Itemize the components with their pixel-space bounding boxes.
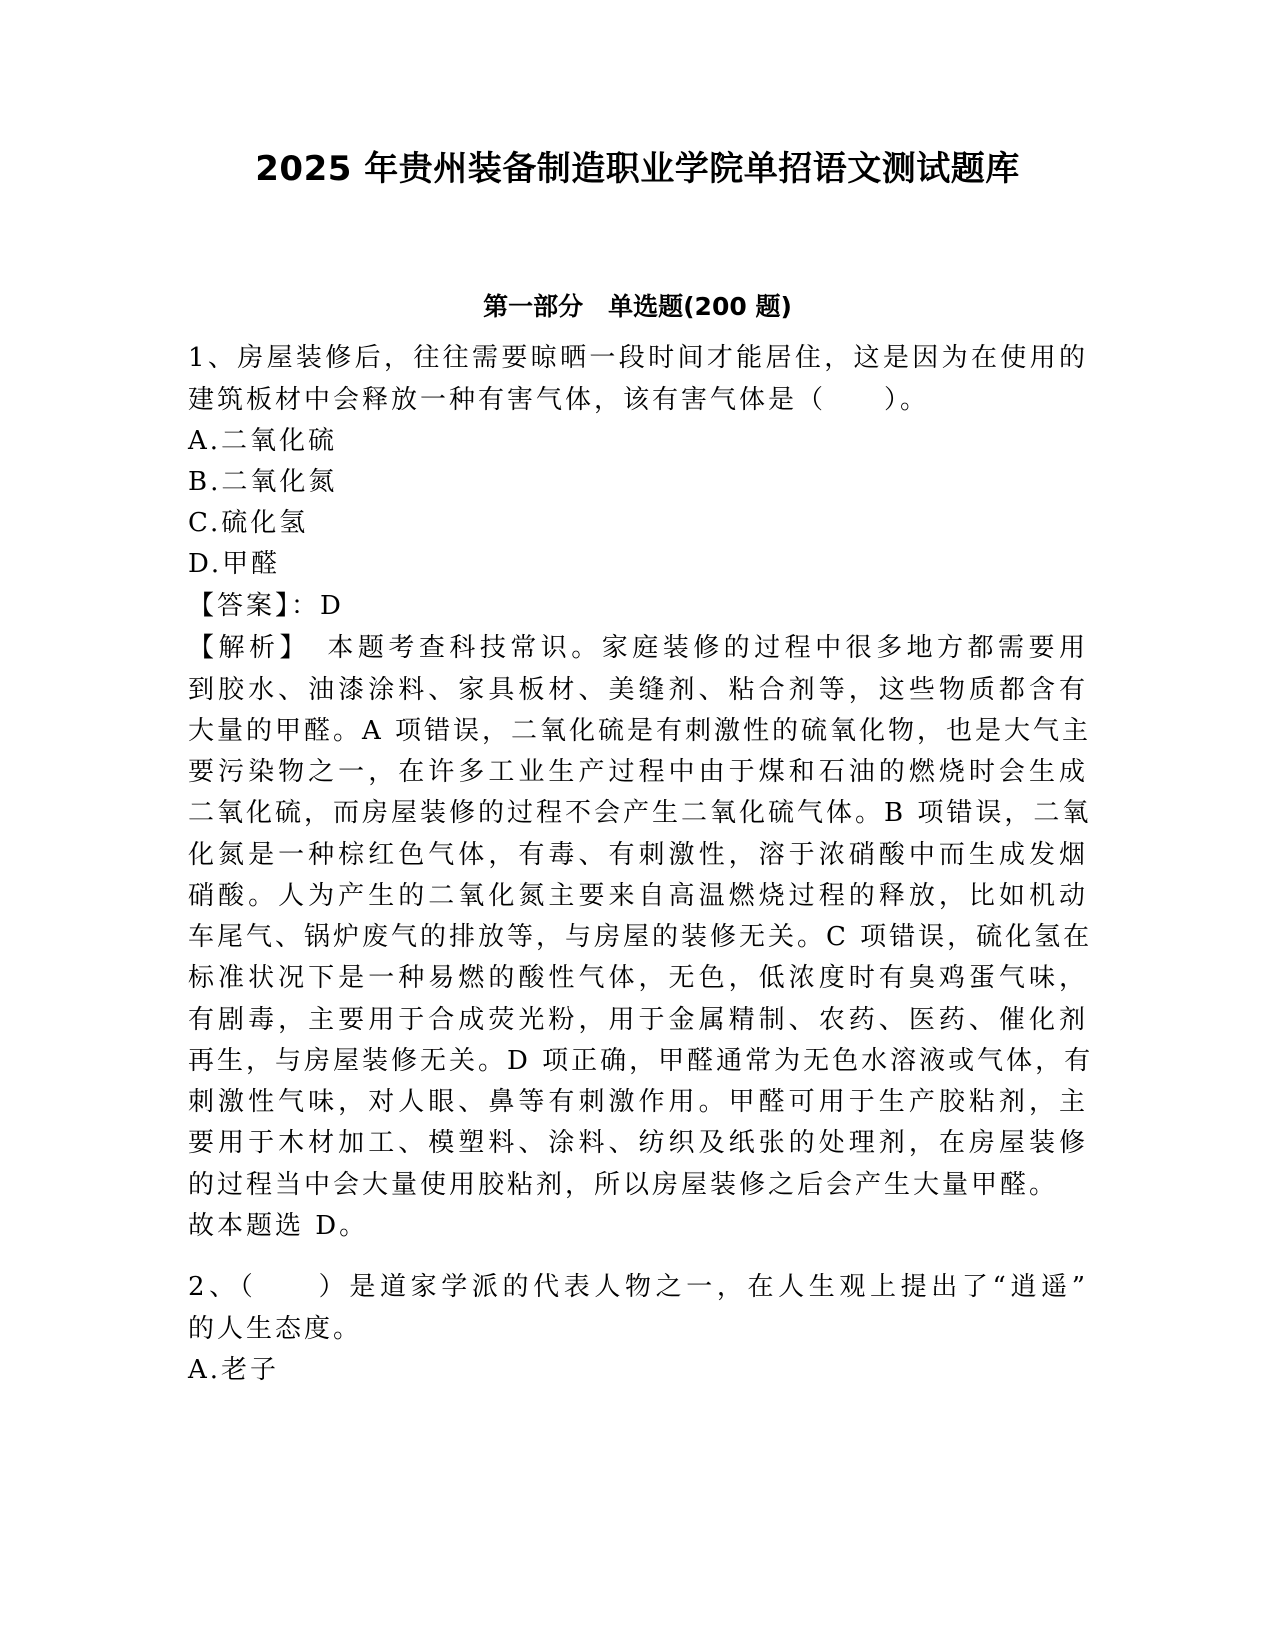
question-1-analysis-line: 要污染物之一，在许多工业生产过程中由于煤和石油的燃烧时会生成 xyxy=(188,757,1088,787)
question-1-analysis-line: 的过程当中会大量使用胶粘剂，所以房屋装修之后会产生大量甲醛。 xyxy=(188,1170,1059,1200)
question-1-analysis-line: 到胶水、油漆涂料、家具板材、美缝剂、粘合剂等，这些物质都含有 xyxy=(188,675,1088,705)
question-1-analysis-line: 标准状况下是一种易燃的酸性气体，无色，低浓度时有臭鸡蛋气味， xyxy=(188,963,1088,993)
question-1-answer: 【答案】：D xyxy=(188,591,344,621)
section-title: 第一部分 单选题(200 题) xyxy=(483,292,792,321)
question-1-analysis-line: 【解析】 本题考查科技常识。家庭装修的过程中很多地方都需要用 xyxy=(188,633,1088,663)
question-1-analysis-line: 二氧化硫，而房屋装修的过程不会产生二氧化硫气体。B 项错误，二氧 xyxy=(188,798,1092,828)
question-1-option-b: B.二氧化氮 xyxy=(188,467,338,497)
question-2-line-2: 的人生态度。 xyxy=(188,1314,363,1344)
question-1-option-a: A.二氧化硫 xyxy=(188,426,338,456)
question-2-line-1: 2、（ ）是道家学派的代表人物之一，在人生观上提出了“逍遥” xyxy=(188,1272,1088,1302)
question-1-option-c: C.硫化氢 xyxy=(188,508,309,538)
question-1-analysis-line: 硝酸。人为产生的二氧化氮主要来自高温燃烧过程的释放，比如机动 xyxy=(188,881,1088,911)
question-1-analysis-line: 车尾气、锅炉废气的排放等，与房屋的装修无关。C 项错误，硫化氢在 xyxy=(188,922,1093,952)
question-1-line-2: 建筑板材中会释放一种有害气体，该有害气体是（ ）。 xyxy=(188,385,930,415)
question-1-analysis-line: 化氮是一种棕红色气体，有毒、有刺激性，溶于浓硝酸中而生成发烟 xyxy=(188,840,1088,870)
question-2-option-a: A.老子 xyxy=(188,1355,280,1385)
question-1-analysis-line: 有剧毒，主要用于合成荧光粉，用于金属精制、农药、医药、催化剂 xyxy=(188,1005,1088,1035)
question-1-analysis-line: 再生，与房屋装修无关。D 项正确，甲醛通常为无色水溶液或气体，有 xyxy=(188,1046,1094,1076)
document-title: 2025 年贵州装备制造职业学院单招语文测试题库 xyxy=(255,149,1020,189)
question-1-analysis-line: 故本题选 D。 xyxy=(188,1211,369,1241)
question-1-analysis-line: 大量的甲醛。A 项错误，二氧化硫是有刺激性的硫氧化物，也是大气主 xyxy=(188,716,1092,746)
question-1-line-1: 1、房屋装修后，往往需要晾晒一段时间才能居住，这是因为在使用的 xyxy=(188,343,1088,373)
question-1-option-d: D.甲醛 xyxy=(188,549,281,579)
question-1-analysis-line: 刺激性气味，对人眼、鼻等有刺激作用。甲醛可用于生产胶粘剂，主 xyxy=(188,1087,1088,1117)
question-1-analysis-line: 要用于木材加工、模塑料、涂料、纺织及纸张的处理剂，在房屋装修 xyxy=(188,1128,1088,1158)
